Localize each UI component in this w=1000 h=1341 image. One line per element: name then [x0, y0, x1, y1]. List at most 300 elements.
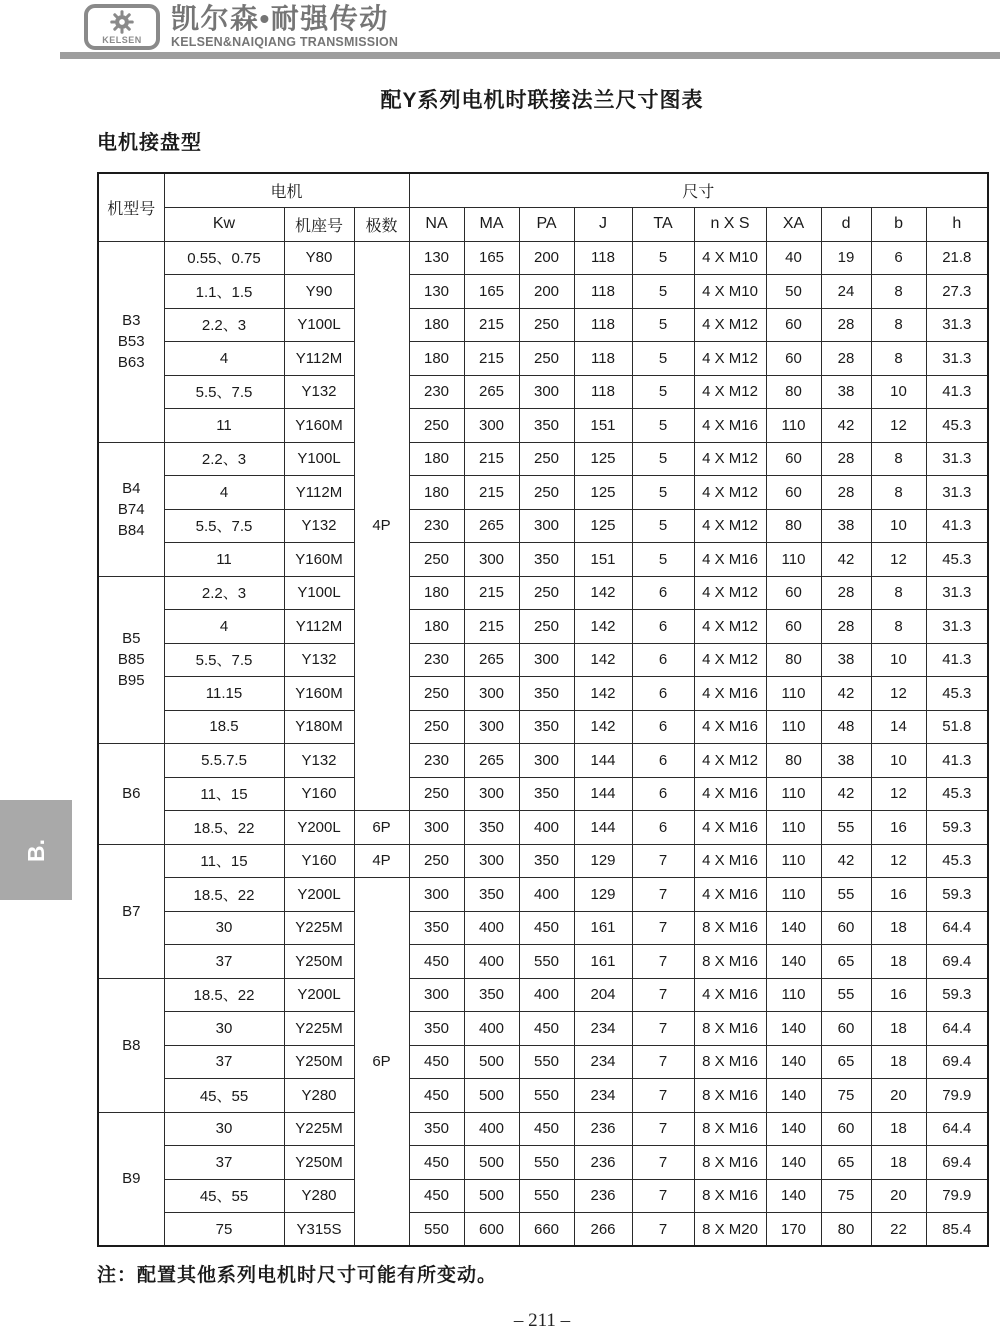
cell-model: B5 B85 B95	[98, 576, 164, 744]
cell-dim: 55	[821, 978, 871, 1012]
cell-dim: 110	[766, 677, 821, 711]
cell-dim: 7	[632, 911, 694, 945]
badge-label: KELSEN	[102, 35, 142, 45]
cell-kw: 0.55、0.75	[164, 241, 284, 275]
cell-frame: Y160M	[284, 677, 354, 711]
cell-dim: 6	[632, 744, 694, 778]
cell-dim: 55	[821, 811, 871, 845]
cell-dim: 6	[632, 811, 694, 845]
cell-dim: 4 X M12	[694, 375, 766, 409]
cell-frame: Y132	[284, 744, 354, 778]
cell-dim: 75	[821, 1179, 871, 1213]
cell-dim: 300	[464, 844, 519, 878]
cell-dim: 18	[871, 1112, 926, 1146]
cell-dim: 8	[871, 442, 926, 476]
cell-dim: 140	[766, 1079, 821, 1113]
cell-frame: Y100L	[284, 442, 354, 476]
cell-dim: 350	[464, 811, 519, 845]
cell-dim: 215	[464, 442, 519, 476]
cell-dim: 151	[574, 409, 632, 443]
cell-dim: 400	[464, 1112, 519, 1146]
cell-frame: Y225M	[284, 1012, 354, 1046]
cell-dim: 300	[464, 543, 519, 577]
cell-dim: 250	[519, 576, 574, 610]
cell-dim: 4 X M16	[694, 777, 766, 811]
cell-dim: 18	[871, 945, 926, 979]
table-row	[98, 241, 988, 275]
table-row	[98, 275, 988, 309]
cell-dim: 130	[409, 241, 464, 275]
cell-frame: Y250M	[284, 1146, 354, 1180]
cell-dim: 16	[871, 811, 926, 845]
cell-dim: 300	[464, 777, 519, 811]
cell-dim: 28	[821, 610, 871, 644]
cell-dim: 51.8	[926, 710, 988, 744]
cell-dim: 38	[821, 744, 871, 778]
cell-dim: 60	[821, 911, 871, 945]
cell-frame: Y315S	[284, 1213, 354, 1247]
cell-dim: 42	[821, 777, 871, 811]
cell-frame: Y132	[284, 643, 354, 677]
table-row	[98, 744, 988, 778]
cell-dim: 550	[519, 1045, 574, 1079]
cell-dim: 300	[409, 878, 464, 912]
cell-dim: 125	[574, 509, 632, 543]
cell-dim: 129	[574, 844, 632, 878]
cell-dim: 170	[766, 1213, 821, 1247]
cell-dim: 350	[409, 911, 464, 945]
cell-model: B6	[98, 744, 164, 845]
cell-frame: Y280	[284, 1079, 354, 1113]
cell-dim: 4 X M12	[694, 476, 766, 510]
cell-dim: 8	[871, 275, 926, 309]
cell-dim: 10	[871, 509, 926, 543]
cell-dim: 42	[821, 844, 871, 878]
cell-dim: 5	[632, 308, 694, 342]
cell-dim: 60	[821, 1112, 871, 1146]
cell-dim: 27.3	[926, 275, 988, 309]
column-header: h	[926, 207, 988, 241]
cell-dim: 300	[519, 509, 574, 543]
cell-dim: 250	[409, 677, 464, 711]
cell-dim: 350	[409, 1012, 464, 1046]
cell-dim: 500	[464, 1179, 519, 1213]
cell-frame: Y160M	[284, 543, 354, 577]
cell-kw: 11、15	[164, 844, 284, 878]
cell-dim: 38	[821, 375, 871, 409]
cell-dim: 142	[574, 710, 632, 744]
cell-dim: 18	[871, 911, 926, 945]
cell-dim: 4 X M10	[694, 275, 766, 309]
cell-dim: 69.4	[926, 1146, 988, 1180]
table-row	[98, 677, 988, 711]
table-row	[98, 844, 988, 878]
cell-frame: Y132	[284, 509, 354, 543]
cell-dim: 118	[574, 275, 632, 309]
cell-dim: 12	[871, 777, 926, 811]
footnote: 注：配置其他系列电机时尺寸可能有所变动。	[97, 1265, 498, 1286]
cell-model: B7	[98, 844, 164, 978]
cell-model: B9	[98, 1112, 164, 1246]
column-group-motor: 电机	[164, 173, 409, 207]
cell-dim: 59.3	[926, 811, 988, 845]
brand-name-cn: 凯尔森•耐强传动	[171, 3, 389, 34]
cell-dim: 142	[574, 610, 632, 644]
table-row	[98, 978, 988, 1012]
cell-dim: 110	[766, 710, 821, 744]
column-group-size: 尺寸	[409, 173, 988, 207]
cell-dim: 28	[821, 342, 871, 376]
cell-dim: 450	[409, 1146, 464, 1180]
cell-dim: 45.3	[926, 409, 988, 443]
cell-dim: 250	[519, 308, 574, 342]
cell-dim: 350	[519, 777, 574, 811]
cell-dim: 28	[821, 442, 871, 476]
cell-dim: 300	[519, 643, 574, 677]
cell-dim: 4 X M16	[694, 878, 766, 912]
cell-dim: 140	[766, 945, 821, 979]
cell-dim: 125	[574, 442, 632, 476]
cell-dim: 31.3	[926, 476, 988, 510]
cell-dim: 200	[519, 275, 574, 309]
cell-dim: 110	[766, 409, 821, 443]
section-subtitle: 电机接盘型	[97, 132, 202, 154]
column-header: MA	[464, 207, 519, 241]
brand-name-en: KELSEN&NAIQIANG TRANSMISSION	[171, 35, 399, 50]
cell-dim: 110	[766, 543, 821, 577]
table-row	[98, 811, 988, 845]
cell-dim: 19	[821, 241, 871, 275]
cell-kw: 30	[164, 911, 284, 945]
cell-dim: 4 X M16	[694, 710, 766, 744]
cell-dim: 42	[821, 409, 871, 443]
table-row	[98, 945, 988, 979]
cell-model: B3 B53 B63	[98, 241, 164, 442]
cell-kw: 37	[164, 1045, 284, 1079]
cell-frame: Y250M	[284, 1045, 354, 1079]
column-header-model: 机型号	[98, 173, 164, 241]
table-row	[98, 643, 988, 677]
cell-dim: 8	[871, 610, 926, 644]
cell-dim: 8	[871, 576, 926, 610]
cell-dim: 80	[766, 744, 821, 778]
cell-dim: 79.9	[926, 1179, 988, 1213]
cell-dim: 7	[632, 945, 694, 979]
cell-dim: 50	[766, 275, 821, 309]
cell-frame: Y200L	[284, 878, 354, 912]
cell-dim: 300	[464, 677, 519, 711]
cell-dim: 7	[632, 844, 694, 878]
cell-dim: 65	[821, 1146, 871, 1180]
cell-dim: 400	[519, 978, 574, 1012]
cell-dim: 41.3	[926, 375, 988, 409]
cell-dim: 350	[519, 710, 574, 744]
cell-dim: 230	[409, 509, 464, 543]
cell-dim: 24	[821, 275, 871, 309]
flange-dimensions-table	[97, 172, 989, 1247]
cell-dim: 140	[766, 1112, 821, 1146]
cell-dim: 31.3	[926, 308, 988, 342]
cell-dim: 140	[766, 1179, 821, 1213]
cell-kw: 37	[164, 945, 284, 979]
cell-frame: Y200L	[284, 978, 354, 1012]
cell-dim: 60	[821, 1012, 871, 1046]
cell-dim: 48	[821, 710, 871, 744]
cell-frame: Y225M	[284, 1112, 354, 1146]
cell-dim: 64.4	[926, 1012, 988, 1046]
cell-dim: 31.3	[926, 442, 988, 476]
cell-dim: 144	[574, 744, 632, 778]
cell-dim: 180	[409, 576, 464, 610]
cell-dim: 42	[821, 677, 871, 711]
table-subheader-row	[98, 207, 988, 241]
cell-kw: 11.15	[164, 677, 284, 711]
cell-dim: 12	[871, 844, 926, 878]
cell-dim: 40	[766, 241, 821, 275]
cell-dim: 250	[409, 409, 464, 443]
cell-dim: 4 X M12	[694, 308, 766, 342]
table-header-row	[98, 173, 988, 207]
cell-dim: 22	[871, 1213, 926, 1247]
cell-dim: 7	[632, 1179, 694, 1213]
cell-dim: 250	[519, 442, 574, 476]
cell-dim: 7	[632, 878, 694, 912]
cell-dim: 118	[574, 342, 632, 376]
column-header: J	[574, 207, 632, 241]
cell-kw: 18.5、22	[164, 878, 284, 912]
cell-dim: 142	[574, 576, 632, 610]
table-row	[98, 911, 988, 945]
cell-dim: 125	[574, 476, 632, 510]
cell-dim: 7	[632, 1012, 694, 1046]
cell-dim: 265	[464, 375, 519, 409]
cell-dim: 8 X M16	[694, 1146, 766, 1180]
cell-dim: 110	[766, 978, 821, 1012]
table-row	[98, 1213, 988, 1247]
cell-dim: 204	[574, 978, 632, 1012]
cell-frame: Y100L	[284, 576, 354, 610]
cell-dim: 450	[519, 911, 574, 945]
cell-dim: 45.3	[926, 543, 988, 577]
table-row	[98, 375, 988, 409]
cell-dim: 60	[766, 442, 821, 476]
cell-frame: Y132	[284, 375, 354, 409]
cell-dim: 250	[519, 342, 574, 376]
page-title: 配Y系列电机时联接法兰尺寸图表	[380, 89, 704, 112]
cell-dim: 69.4	[926, 945, 988, 979]
cell-kw: 11	[164, 409, 284, 443]
cell-frame: Y160	[284, 777, 354, 811]
cell-frame: Y250M	[284, 945, 354, 979]
cell-dim: 350	[464, 878, 519, 912]
cell-dim: 6	[632, 677, 694, 711]
cell-dim: 250	[409, 777, 464, 811]
cell-dim: 500	[464, 1045, 519, 1079]
cell-dim: 144	[574, 811, 632, 845]
cell-dim: 140	[766, 1045, 821, 1079]
cell-kw: 30	[164, 1112, 284, 1146]
cell-dim: 230	[409, 643, 464, 677]
column-header: XA	[766, 207, 821, 241]
table-row	[98, 576, 988, 610]
cell-dim: 8	[871, 308, 926, 342]
cell-kw: 37	[164, 1146, 284, 1180]
cell-dim: 12	[871, 409, 926, 443]
cell-dim: 236	[574, 1112, 632, 1146]
cell-dim: 350	[519, 844, 574, 878]
cell-dim: 550	[519, 1179, 574, 1213]
table-row	[98, 610, 988, 644]
cell-dim: 142	[574, 643, 632, 677]
cell-dim: 350	[464, 978, 519, 1012]
cell-dim: 300	[464, 710, 519, 744]
cell-dim: 118	[574, 308, 632, 342]
cell-dim: 300	[464, 409, 519, 443]
cell-kw: 11	[164, 543, 284, 577]
cell-kw: 11、15	[164, 777, 284, 811]
table-row	[98, 878, 988, 912]
header-rule	[60, 52, 1000, 59]
cell-poles: 4P	[354, 844, 409, 878]
cell-dim: 5	[632, 241, 694, 275]
cell-model: B8	[98, 978, 164, 1112]
cell-dim: 60	[766, 476, 821, 510]
cell-dim: 129	[574, 878, 632, 912]
cell-dim: 130	[409, 275, 464, 309]
cell-dim: 6	[632, 610, 694, 644]
cell-dim: 79.9	[926, 1079, 988, 1113]
cell-dim: 64.4	[926, 911, 988, 945]
cell-kw: 18.5、22	[164, 811, 284, 845]
cell-dim: 4 X M10	[694, 241, 766, 275]
cell-dim: 38	[821, 509, 871, 543]
cell-dim: 7	[632, 1146, 694, 1180]
cell-dim: 4 X M12	[694, 342, 766, 376]
table-row	[98, 1179, 988, 1213]
cell-dim: 400	[464, 911, 519, 945]
cell-frame: Y280	[284, 1179, 354, 1213]
cell-frame: Y112M	[284, 610, 354, 644]
cell-frame: Y180M	[284, 710, 354, 744]
cell-dim: 230	[409, 744, 464, 778]
cell-dim: 59.3	[926, 978, 988, 1012]
cell-dim: 161	[574, 945, 632, 979]
cell-dim: 215	[464, 476, 519, 510]
cell-dim: 7	[632, 1112, 694, 1146]
cell-kw: 45、55	[164, 1179, 284, 1213]
cell-dim: 41.3	[926, 643, 988, 677]
cell-dim: 140	[766, 1012, 821, 1046]
cell-dim: 80	[821, 1213, 871, 1247]
cell-dim: 8	[871, 342, 926, 376]
cell-dim: 6	[632, 576, 694, 610]
cell-dim: 250	[409, 543, 464, 577]
cell-dim: 400	[464, 1012, 519, 1046]
cell-dim: 4 X M16	[694, 677, 766, 711]
table-body	[98, 241, 988, 1246]
cell-dim: 45.3	[926, 777, 988, 811]
column-header: PA	[519, 207, 574, 241]
cell-dim: 350	[519, 409, 574, 443]
table-row	[98, 710, 988, 744]
cell-dim: 142	[574, 677, 632, 711]
cell-dim: 450	[519, 1112, 574, 1146]
cell-kw: 45、55	[164, 1079, 284, 1113]
cell-kw: 2.2、3	[164, 576, 284, 610]
cell-dim: 144	[574, 777, 632, 811]
cell-dim: 18	[871, 1146, 926, 1180]
cell-dim: 4 X M12	[694, 576, 766, 610]
cell-dim: 161	[574, 911, 632, 945]
cell-dim: 400	[464, 945, 519, 979]
cell-dim: 550	[519, 945, 574, 979]
cell-dim: 5	[632, 275, 694, 309]
cell-kw: 5.5、7.5	[164, 643, 284, 677]
cell-dim: 180	[409, 442, 464, 476]
cell-dim: 600	[464, 1213, 519, 1247]
cell-dim: 151	[574, 543, 632, 577]
cell-dim: 28	[821, 476, 871, 510]
cell-dim: 45.3	[926, 844, 988, 878]
cell-kw: 2.2、3	[164, 442, 284, 476]
cell-frame: Y200L	[284, 811, 354, 845]
cell-frame: Y112M	[284, 476, 354, 510]
cell-frame: Y160	[284, 844, 354, 878]
cell-frame: Y100L	[284, 308, 354, 342]
cell-dim: 234	[574, 1045, 632, 1079]
cell-dim: 4 X M16	[694, 978, 766, 1012]
table-row	[98, 543, 988, 577]
cell-dim: 118	[574, 241, 632, 275]
cell-dim: 4 X M12	[694, 442, 766, 476]
cell-dim: 64.4	[926, 1112, 988, 1146]
cell-dim: 69.4	[926, 1045, 988, 1079]
cell-dim: 450	[409, 1045, 464, 1079]
section-tab-label: B.	[22, 838, 49, 862]
cell-dim: 400	[519, 811, 574, 845]
cell-frame: Y225M	[284, 911, 354, 945]
cell-dim: 8	[871, 476, 926, 510]
cell-dim: 28	[821, 308, 871, 342]
cell-dim: 250	[519, 476, 574, 510]
cell-dim: 80	[766, 375, 821, 409]
table-row	[98, 509, 988, 543]
cell-kw: 1.1、1.5	[164, 275, 284, 309]
cell-dim: 5	[632, 476, 694, 510]
cell-dim: 5	[632, 342, 694, 376]
cell-dim: 12	[871, 677, 926, 711]
cell-dim: 55	[821, 878, 871, 912]
cell-dim: 110	[766, 811, 821, 845]
cell-dim: 60	[766, 576, 821, 610]
cell-poles: 4P	[354, 241, 409, 811]
cell-dim: 7	[632, 1045, 694, 1079]
cell-dim: 18	[871, 1012, 926, 1046]
cell-dim: 180	[409, 308, 464, 342]
table-row	[98, 1045, 988, 1079]
brand-text	[171, 4, 398, 49]
cell-dim: 180	[409, 610, 464, 644]
cell-dim: 16	[871, 978, 926, 1012]
gear-icon	[103, 9, 141, 35]
cell-kw: 4	[164, 342, 284, 376]
cell-kw: 5.5.7.5	[164, 744, 284, 778]
cell-dim: 215	[464, 610, 519, 644]
cell-dim: 80	[766, 643, 821, 677]
section-tab	[0, 800, 72, 900]
cell-dim: 80	[766, 509, 821, 543]
column-header: b	[871, 207, 926, 241]
